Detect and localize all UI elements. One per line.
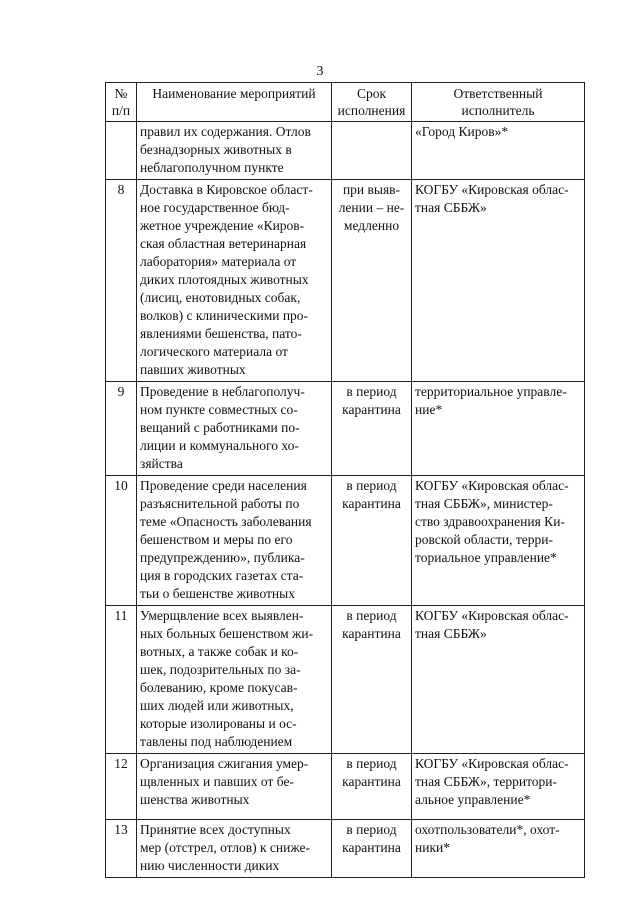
row-responsible: КОГБУ «Кировская облас- тная СББЖ», территори- альное управление* [412, 754, 585, 820]
header-term: Срок исполнения [332, 83, 412, 122]
row-num: 9 [106, 382, 137, 476]
row-responsible: КОГБУ «Кировская облас- тная СББЖ» [412, 606, 585, 754]
row-name: Доставка в Кировское област- ное государственное бюд- жетное учреждение «Киров- ская областная ветеринарная лаборатория» материала от диких плотоядных животных (лисиц, енотовидных собак, волков) с клиническими про- явлениями бешенства, пато- логического материала от павших животных [137, 180, 332, 382]
row-term: в период карантина [332, 476, 412, 606]
row-term: в период карантина [332, 754, 412, 820]
row-responsible: «Город Киров»* [412, 122, 585, 180]
header-name: Наименование мероприятий [137, 83, 332, 122]
table-row [106, 820, 585, 878]
table-row [106, 476, 585, 606]
row-name: Умерщвление всех выявлен- ных больных бешенством жи- вотных, а также собак и ко- шек, подозрительных по за- болеванию, кроме покусав- ших людей или животных, которые изолированы и ос- тавлены под наблюдением [137, 606, 332, 754]
table-row [106, 180, 585, 382]
header-num: № п/п [106, 83, 137, 122]
row-name: Принятие всех доступных мер (отстрел, отлов) к сниже- нию численности диких [137, 820, 332, 878]
row-name: правил их содержания. Отлов безнадзорных животных в неблагополучном пункте [137, 122, 332, 180]
table-row [106, 754, 585, 820]
row-num [106, 122, 137, 180]
page-number: 3 [316, 64, 324, 79]
row-term: при выяв- лении – не- медленно [332, 180, 412, 382]
row-num: 8 [106, 180, 137, 382]
row-num: 10 [106, 476, 137, 606]
table-row [106, 606, 585, 754]
row-responsible: КОГБУ «Кировская облас- тная СББЖ» [412, 180, 585, 382]
row-name: Проведение среди населения разъяснительной работы по теме «Опасность заболевания бешенством и меры по его предупреждению», публика- ция в городских газетах ста- тьи о бешенстве животных [137, 476, 332, 606]
row-num: 12 [106, 754, 137, 820]
row-term: в период карантина [332, 382, 412, 476]
row-term: в период карантина [332, 820, 412, 878]
row-num: 11 [106, 606, 137, 754]
table-header-row [106, 83, 585, 122]
table-row [106, 122, 585, 180]
row-term: в период карантина [332, 606, 412, 754]
row-name: Проведение в неблагополуч- ном пункте совместных со- вещаний с работниками по- лиции и коммунального хо- зяйства [137, 382, 332, 476]
row-term [332, 122, 412, 180]
row-responsible: охотпользователи*, охот- ники* [412, 820, 585, 878]
header-responsible: Ответственный исполнитель [412, 83, 585, 122]
row-name: Организация сжигания умер- щвленных и павших от бе- шенства животных [137, 754, 332, 820]
row-responsible: КОГБУ «Кировская облас- тная СББЖ», министер- ство здравоохранения Ки- ровской области, терри- ториальное управление* [412, 476, 585, 606]
row-num: 13 [106, 820, 137, 878]
table-row [106, 382, 585, 476]
row-responsible: территориальное управле- ние* [412, 382, 585, 476]
events-table [105, 82, 585, 878]
